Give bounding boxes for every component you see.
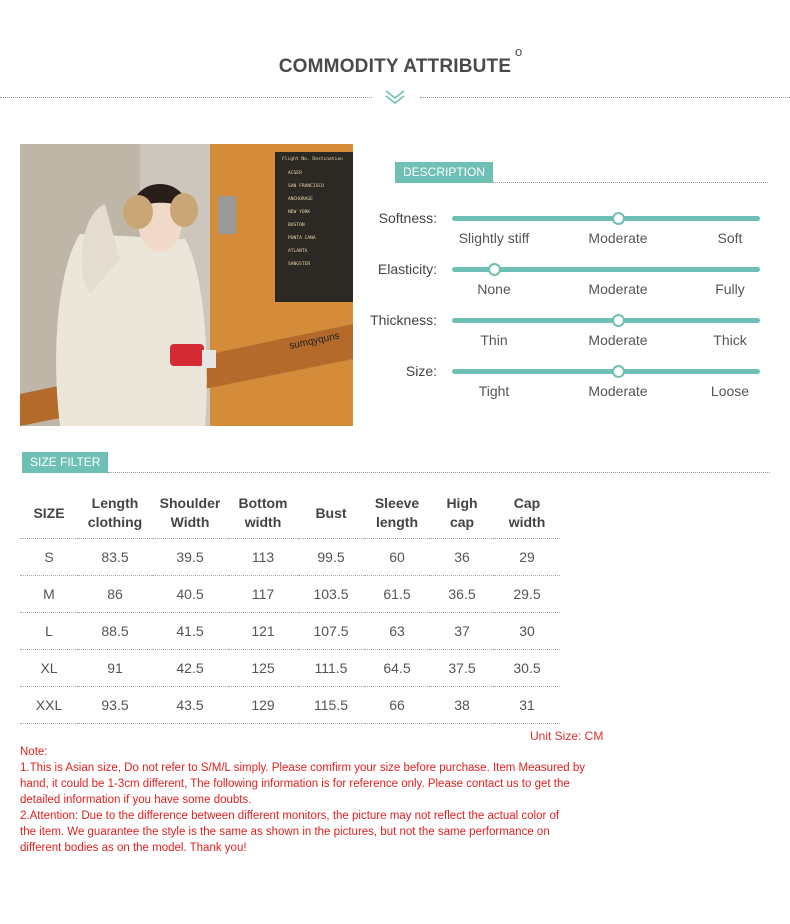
table-cell: 30	[494, 613, 560, 650]
attribute-option: Thick	[713, 332, 747, 348]
column-header-line: length	[376, 514, 418, 530]
svg-text:ANCHORAGE: ANCHORAGE	[288, 197, 313, 202]
note-line: detailed information if you have some doubts.	[20, 794, 252, 806]
table-cell: 86	[78, 576, 152, 613]
table-cell: 40.5	[152, 576, 228, 613]
attribute-option: Tight	[478, 383, 510, 399]
table-cell: 42.5	[152, 650, 228, 687]
column-header-line: width	[508, 514, 546, 530]
attribute-option: Moderate	[588, 281, 648, 297]
column-header-line: Cap	[513, 495, 541, 511]
table-cell: 91	[78, 650, 152, 687]
table-cell: 93.5	[78, 687, 152, 724]
table-cell: 31	[494, 687, 560, 724]
table-cell: 121	[228, 613, 298, 650]
note-line: the item. We guarantee the style is the same as shown in the pictures, but not the same performance on	[20, 826, 550, 838]
attribute-slider-track	[452, 318, 760, 323]
header-divider-left	[0, 97, 372, 98]
attribute-label: Thickness:	[370, 312, 437, 328]
attribute-slider-track	[452, 216, 760, 221]
attribute-slider-track	[452, 369, 760, 374]
unit-label: Unit Size: CM	[530, 729, 604, 743]
table-cell: 88.5	[78, 613, 152, 650]
svg-text:ATLANTA: ATLANTA	[288, 249, 308, 254]
column-header-line: Shoulder	[159, 495, 221, 511]
table-cell: 107.5	[298, 613, 364, 650]
attribute-option: Soft	[717, 230, 743, 246]
table-cell: 113	[228, 539, 298, 576]
table-cell: 36.5	[430, 576, 494, 613]
column-header-line: Length	[91, 495, 139, 511]
table-cell: 30.5	[494, 650, 560, 687]
note-line: hand, it could be 1-3cm different, The following information is for reference only. Please contact us to get the	[20, 778, 570, 790]
svg-text:Flight No. Destination: Flight No. Destination	[282, 157, 343, 162]
table-cell: 117	[228, 576, 298, 613]
note-heading: Note:	[20, 746, 48, 758]
svg-text:NEW YORK: NEW YORK	[288, 210, 311, 215]
attribute-option: Loose	[710, 383, 750, 399]
table-cell: 60	[364, 539, 430, 576]
svg-text:sumqyquns: sumqyquns	[288, 330, 341, 352]
size-table-column-header	[298, 490, 364, 539]
column-header-line: width	[244, 514, 282, 530]
table-cell: 41.5	[152, 613, 228, 650]
svg-text:SANGSTER: SANGSTER	[288, 262, 311, 267]
table-cell: 103.5	[298, 576, 364, 613]
attribute-option: Moderate	[588, 332, 648, 348]
column-header-line: clothing	[87, 514, 143, 530]
attribute-slider-knob	[488, 263, 501, 276]
table-cell: 39.5	[152, 539, 228, 576]
size-table-column-header	[20, 490, 78, 539]
size-table-column-header	[494, 490, 560, 539]
table-cell: 63	[364, 613, 430, 650]
column-header-line: High	[446, 495, 478, 511]
size-table-column-header	[152, 490, 228, 539]
attribute-label: Elasticity:	[377, 261, 437, 277]
svg-text:ACSER: ACSER	[288, 171, 302, 176]
table-row	[20, 539, 560, 576]
size-table-column-header	[78, 490, 152, 539]
table-cell: 43.5	[152, 687, 228, 724]
table-cell: 129	[228, 687, 298, 724]
table-cell: 125	[228, 650, 298, 687]
table-cell: XXL	[20, 687, 78, 724]
table-cell: 83.5	[78, 539, 152, 576]
attribute-slider-knob	[612, 365, 625, 378]
table-cell: M	[20, 576, 78, 613]
size-filter-divider	[108, 472, 770, 473]
table-cell: 99.5	[298, 539, 364, 576]
attribute-option: None	[477, 281, 511, 297]
description-divider	[493, 182, 768, 183]
table-cell: 29	[494, 539, 560, 576]
attribute-slider-knob	[612, 212, 625, 225]
column-header-line: cap	[449, 514, 475, 530]
header-divider-right	[420, 97, 790, 98]
attribute-option: Fully	[715, 281, 745, 297]
section-title: COMMODITY ATTRIBUTE	[278, 56, 512, 77]
table-cell: 111.5	[298, 650, 364, 687]
table-cell: 38	[430, 687, 494, 724]
table-row	[20, 613, 560, 650]
size-filter-tag: SIZE FILTER	[22, 452, 108, 473]
table-cell: 115.5	[298, 687, 364, 724]
description-tag: DESCRIPTION	[395, 162, 493, 183]
svg-text:SAN FRANCISCO: SAN FRANCISCO	[288, 184, 324, 189]
attribute-option: Thin	[480, 332, 508, 348]
table-cell: 37	[430, 613, 494, 650]
column-header-line: Bottom	[238, 495, 288, 511]
svg-text:PUNTA CANA: PUNTA CANA	[288, 236, 316, 241]
table-cell: 64.5	[364, 650, 430, 687]
table-cell: 37.5	[430, 650, 494, 687]
product-photo	[20, 144, 353, 426]
size-table-column-header	[228, 490, 298, 539]
column-header-line: Sleeve	[374, 495, 420, 511]
column-header-line: SIZE	[33, 504, 65, 521]
column-header-line: Width	[170, 514, 210, 530]
note-line: different bodies as on the model. Thank you!	[20, 842, 247, 854]
table-cell: 36	[430, 539, 494, 576]
note-text	[20, 744, 610, 856]
table-cell: 29.5	[494, 576, 560, 613]
size-table	[20, 490, 560, 724]
attribute-option: Moderate	[588, 383, 648, 399]
note-line: 2.Attention: Due to the difference between different monitors, the picture may not reflect the actual color of	[20, 810, 560, 822]
svg-text:BOSTON: BOSTON	[288, 223, 305, 228]
table-row	[20, 687, 560, 724]
attribute-slider-knob	[612, 314, 625, 327]
table-cell: L	[20, 613, 78, 650]
note-line: 1.This is Asian size, Do not refer to S/M/L simply. Please comfirm your size before purchase. Item Measured by	[20, 762, 585, 774]
attribute-label: Softness:	[378, 210, 437, 226]
chevron-down-icon	[384, 88, 406, 104]
table-row	[20, 576, 560, 613]
size-table-column-header	[430, 490, 494, 539]
table-cell: 61.5	[364, 576, 430, 613]
attribute-option: Moderate	[588, 230, 648, 246]
attribute-label: Size:	[405, 363, 437, 379]
attribute-option: Slightly stiff	[458, 230, 530, 246]
size-table-header	[20, 490, 560, 539]
table-cell: 66	[364, 687, 430, 724]
size-table-column-header	[364, 490, 430, 539]
column-header-line: Bust	[315, 504, 347, 521]
table-cell: XL	[20, 650, 78, 687]
table-row	[20, 650, 560, 687]
table-cell: S	[20, 539, 78, 576]
title-degree-mark: o	[515, 44, 523, 59]
